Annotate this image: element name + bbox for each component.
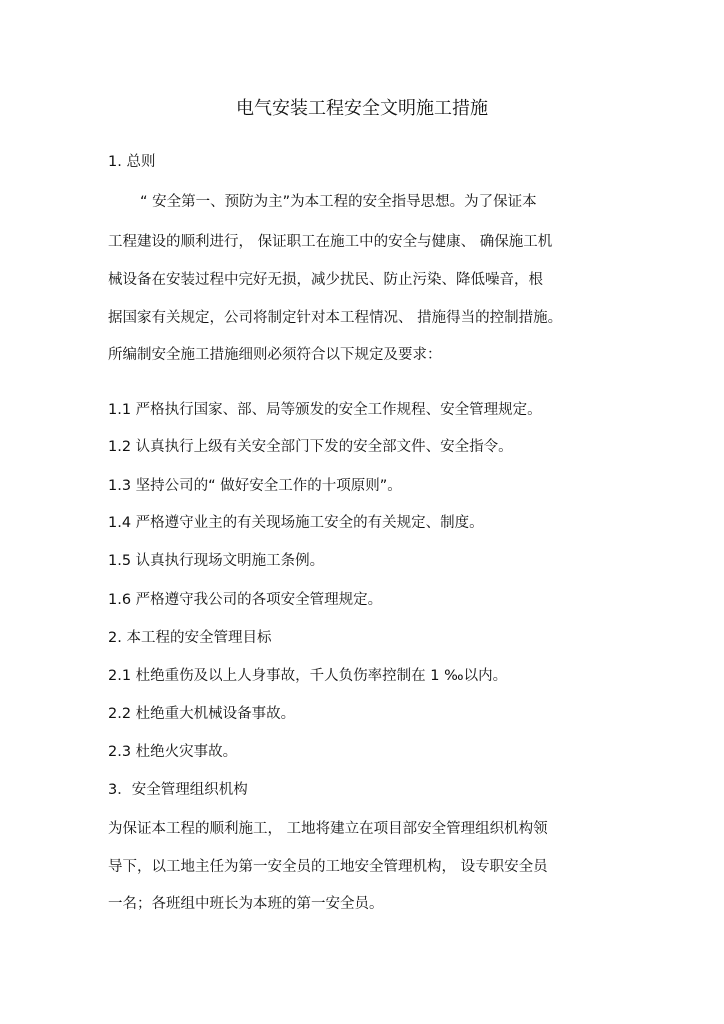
list-item: 1.1 严格执行国家、部、局等颁发的安全工作规程、安全管理规定。 (108, 402, 542, 418)
paragraph-line: 据国家有关规定，公司将制定针对本工程情况、 措施得当的控制措施。 (108, 310, 563, 326)
list-item: 1.6 严格遵守我公司的各项安全管理规定。 (108, 592, 383, 608)
list-item: 2.3 杜绝火灾事故。 (108, 744, 238, 760)
section-heading-1: 1. 总则 (108, 154, 156, 170)
list-item: 1.3 坚持公司的“ 做好安全工作的十项原则”。 (108, 478, 402, 494)
list-item: 1.5 认真执行现场文明施工条例。 (108, 553, 325, 569)
list-item: 1.4 严格遵守业主的有关现场施工安全的有关规定、制度。 (108, 515, 484, 531)
paragraph-line: “ 安全第一、预防为主”为本工程的安全指导思想。为了保证本 (140, 194, 537, 210)
paragraph-line: 所编制安全施工措施细则必须符合以下规定及要求： (108, 347, 442, 363)
list-item: 2.1 杜绝重伤及以上人身事故，千人负伤率控制在 1 ‰以内。 (108, 668, 508, 684)
section-heading-2: 2. 本工程的安全管理目标 (108, 630, 272, 646)
paragraph-line: 工程建设的顺利进行， 保证职工在施工中的安全与健康、 确保施工机 (108, 234, 553, 250)
list-item: 1.2 认真执行上级有关安全部门下发的安全部文件、安全指令。 (108, 439, 513, 455)
paragraph-line: 一名；各班组中班长为本班的第一安全员。 (108, 896, 384, 912)
section-heading-3: 3．安全管理组织机构 (108, 782, 248, 798)
paragraph-line: 械设备在安装过程中完好无损，减少扰民、防止污染、降低噪音，根 (108, 272, 543, 288)
list-item: 2.2 杜绝重大机械设备事故。 (108, 706, 296, 722)
document-title: 电气安装工程安全文明施工措施 (236, 98, 488, 119)
paragraph-line: 为保证本工程的顺利施工， 工地将建立在项目部安全管理组织机构领 (108, 821, 548, 837)
paragraph-line: 导下，以工地主任为第一安全员的工地安全管理机构， 设专职安全员 (108, 859, 548, 875)
